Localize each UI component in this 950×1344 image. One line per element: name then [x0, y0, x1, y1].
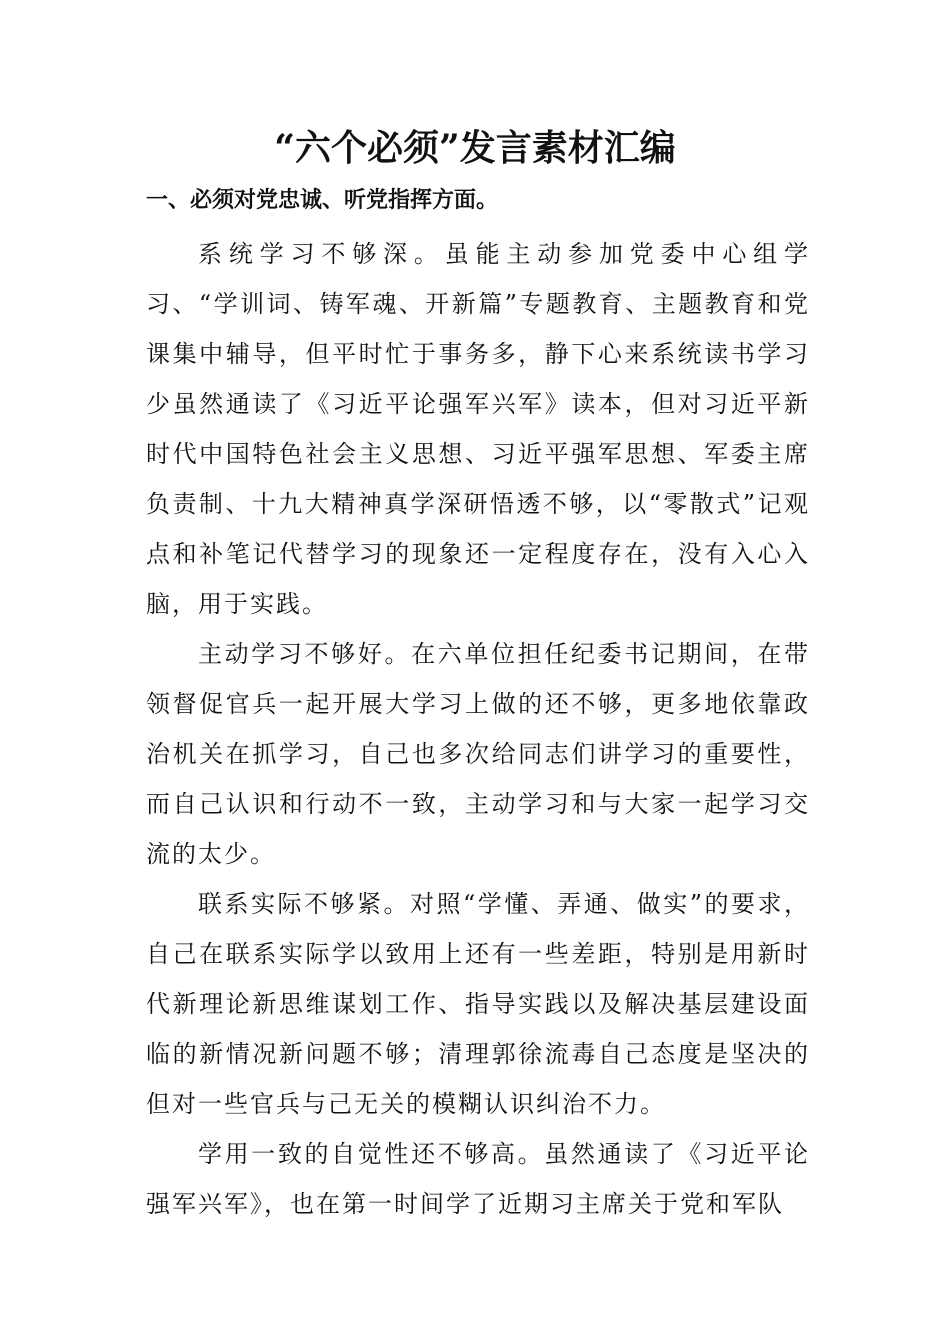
document-body: [146, 229, 810, 1229]
document-title: “六个必须”发言素材汇编: [274, 127, 676, 169]
paragraph-study-consistency: 学用一致的自觉性还不够高。虽然通读了《习近平论强军兴军》，也在第一时间学了近期习主席关于党和军队: [146, 1140, 810, 1218]
paragraph-active-study: 主动学习不够好。在六单位担任纪委书记期间，在带领督促官兵一起开展大学习上做的还不够，更多地依靠政治机关在抓学习，自己也多次给同志们讲学习的重要性，而自己认识和行动不一致，主动学习和与大家一起学习交流的太少。: [146, 640, 810, 868]
paragraph-practice-link: 联系实际不够紧。对照“学懂、弄通、做实”的要求，自己在联系实际学以致用上还有一些差距，特别是用新时代新理论新思维谋划工作、指导实践以及解决基层建设面临的新情况新问题不够；清理郭徐流毒自己态度是坚决的但对一些官兵与己无关的模糊认识纠治不力。: [146, 890, 810, 1118]
paragraph-study-depth: 系统学习不够深。虽能主动参加党委中心组学习、“学训词、铸军魂、开新篇”专题教育、主题教育和党课集中辅导，但平时忙于事务多，静下心来系统读书学习少虽然通读了《习近平论强军兴军》读本，但对习近平新时代中国特色社会主义思想、习近平强军思想、军委主席负责制、十九大精神真学深研悟透不够，以“零散式”记观点和补笔记代替学习的现象还一定程度存在，没有入心入脑，用于实践。: [146, 240, 810, 618]
section-heading: 一、必须对党忠诚、听党指挥方面。: [146, 188, 499, 213]
